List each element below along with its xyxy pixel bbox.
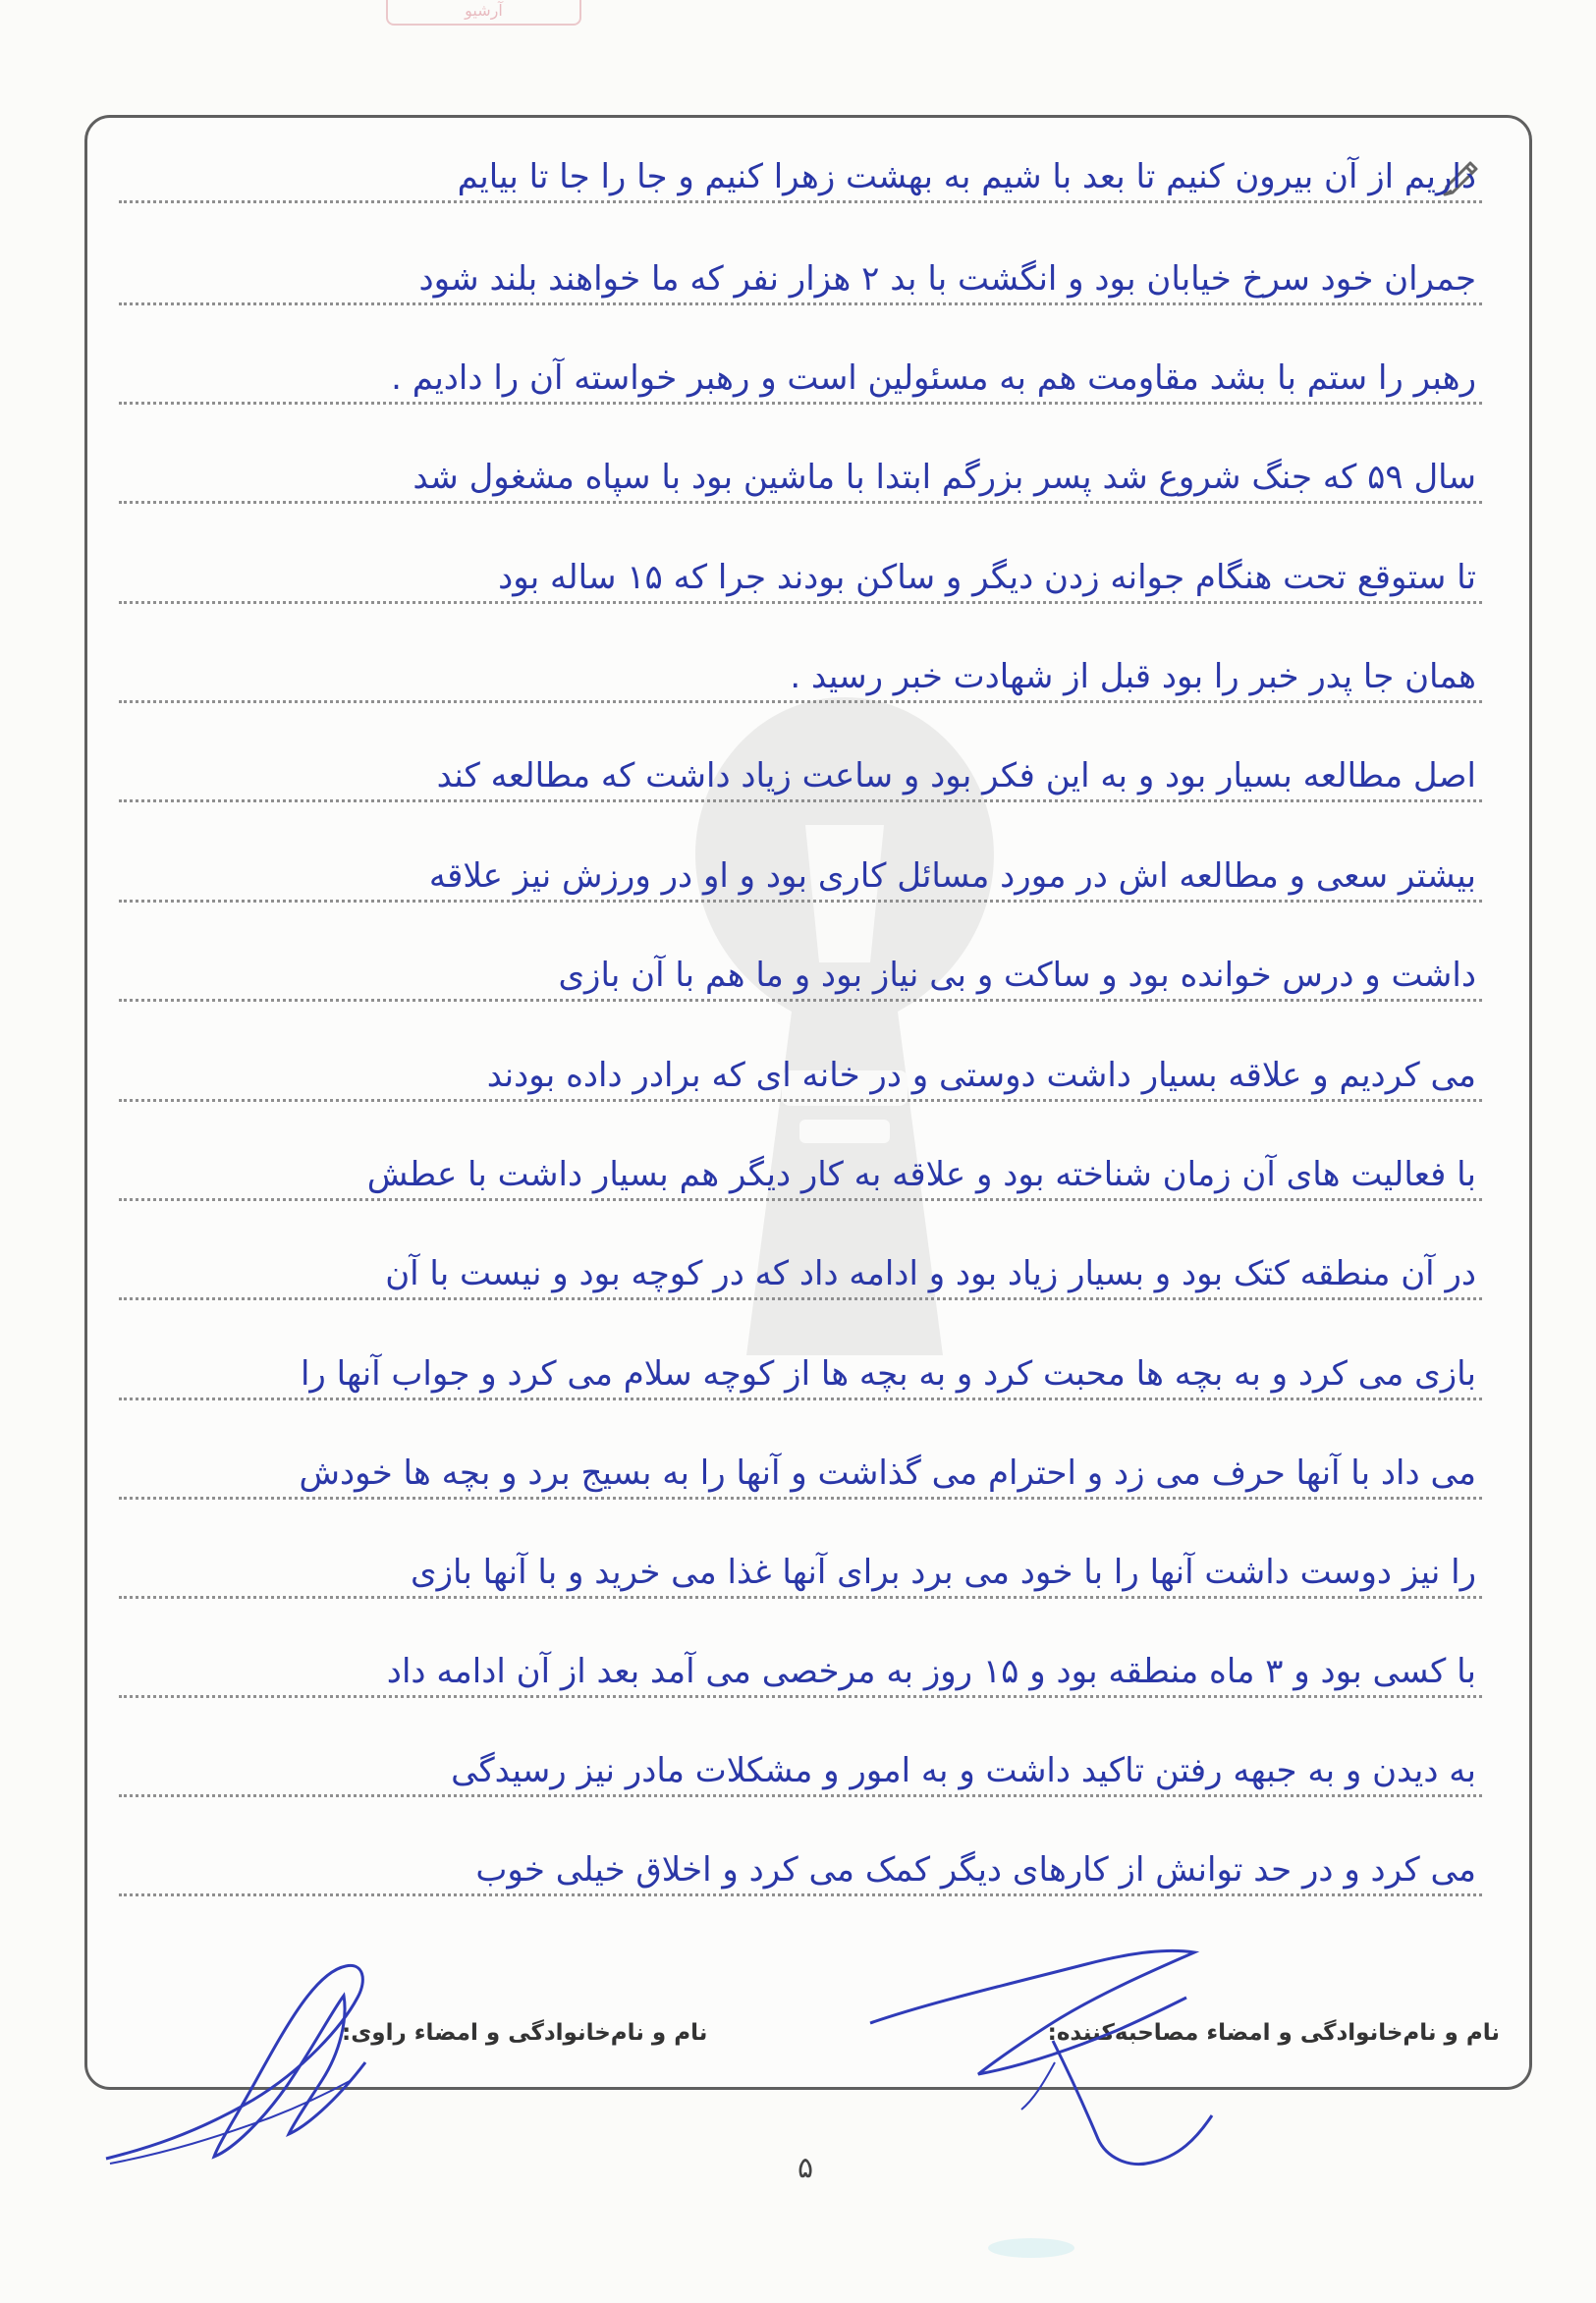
narrator-signature	[77, 1933, 391, 2188]
text-line-11	[119, 1155, 1482, 1201]
text-line-1	[119, 157, 1482, 203]
ink-smudge	[982, 2234, 1080, 2262]
line-text-9: داشت و درس خوانده بود و ساکت و بی نیاز بود و ما هم با آن بازی	[558, 956, 1476, 995]
text-line-2	[119, 259, 1482, 305]
text-line-14	[119, 1453, 1482, 1500]
line-text-11: با فعالیت های آن زمان شناخته بود و علاقه به کار دیگر هم بسیار داشت با عطش	[366, 1155, 1476, 1194]
line-text-17: به دیدن و به جبهه رفتن تاکید داشت و به امور و مشکلات مادر نیز رسیدگی	[451, 1751, 1476, 1790]
text-line-8	[119, 856, 1482, 903]
text-line-13	[119, 1354, 1482, 1400]
text-line-16	[119, 1652, 1482, 1698]
page-number: ۵	[797, 2151, 814, 2185]
line-text-7: اصل مطالعه بسیار بود و به این فکر بود و ساعت زیاد داشت که مطالعه کند	[436, 756, 1476, 795]
line-text-3: رهبر را ستم با بشد مقاومت هم به مسئولین است و رهبر خواسته آن را دادیم .	[391, 358, 1476, 398]
text-line-15	[119, 1553, 1482, 1599]
text-line-3	[119, 358, 1482, 405]
line-text-5: تا ستوقع تحت هنگام جوانه زدن دیگر و ساکن بودند جرا که ۱۵ ساله بود	[498, 558, 1476, 597]
narrator-label: نام و نام‌خانوادگی و امضاء راوی:	[342, 2020, 708, 2046]
interviewer-label: نام و نام‌خانوادگی و امضاء مصاحبه‌کننده:	[1047, 2020, 1500, 2046]
line-text-6: همان جا پدر خبر را بود قبل از شهادت خبر رسید .	[790, 657, 1476, 696]
line-text-8: بیشتر سعی و مطالعه اش در مورد مسائل کاری بود و او در ورزش نیز علاقه	[428, 856, 1476, 896]
line-text-14: می داد با آنها حرف می زد و احترام می گذاشت و آنها را به بسیج برد و بچه ها خودش	[299, 1453, 1476, 1493]
text-line-12	[119, 1254, 1482, 1300]
line-text-4: سال ۵۹ که جنگ شروع شد پسر بزرگم ابتدا با ماشین بود با سپاه مشغول شد	[413, 458, 1476, 497]
text-line-17	[119, 1751, 1482, 1797]
interviewer-signature	[854, 1915, 1277, 2190]
line-text-12: در آن منطقه کتک بود و بسیار زیاد بود و ادامه داد که در کوچه بود و نیست با آن	[385, 1254, 1476, 1293]
text-line-6	[119, 657, 1482, 703]
archive-stamp-text: آرشیو	[465, 1, 503, 20]
line-text-15: را نیز دوست داشت آنها را با خود می برد برای آنها غذا می خرید و با آنها بازی	[410, 1553, 1476, 1592]
text-line-10	[119, 1056, 1482, 1102]
text-line-4	[119, 458, 1482, 504]
text-line-5	[119, 558, 1482, 604]
text-line-18	[119, 1850, 1482, 1896]
line-text-16: با کسی بود و ۳ ماه منطقه بود و ۱۵ روز به مرخصی می آمد بعد از آن ادامه داد	[386, 1652, 1476, 1691]
line-text-18: می کرد و در حد توانش از کارهای دیگر کمک می کرد و اخلاق خیلی خوب	[475, 1850, 1476, 1890]
line-text-2: جمران خود سرخ خیابان بود و انگشت با بد ۲ هزار نفر که ما خواهند بلند شود	[418, 259, 1476, 299]
line-text-10: می کردیم و علاقه بسیار داشت دوستی و در خانه ای که برادر داده بودند	[486, 1056, 1476, 1095]
line-text-13: بازی می کرد و به بچه ها محبت کرد و به بچه ها از کوچه سلام می کرد و جواب آنها را	[300, 1354, 1476, 1394]
line-text-1: داریم از آن بیرون کنیم تا بعد با شیم به بهشت زهرا کنیم و جا را جا تا بیایم	[457, 157, 1476, 196]
text-line-7	[119, 756, 1482, 802]
text-line-9	[119, 956, 1482, 1002]
archive-stamp	[386, 0, 581, 26]
